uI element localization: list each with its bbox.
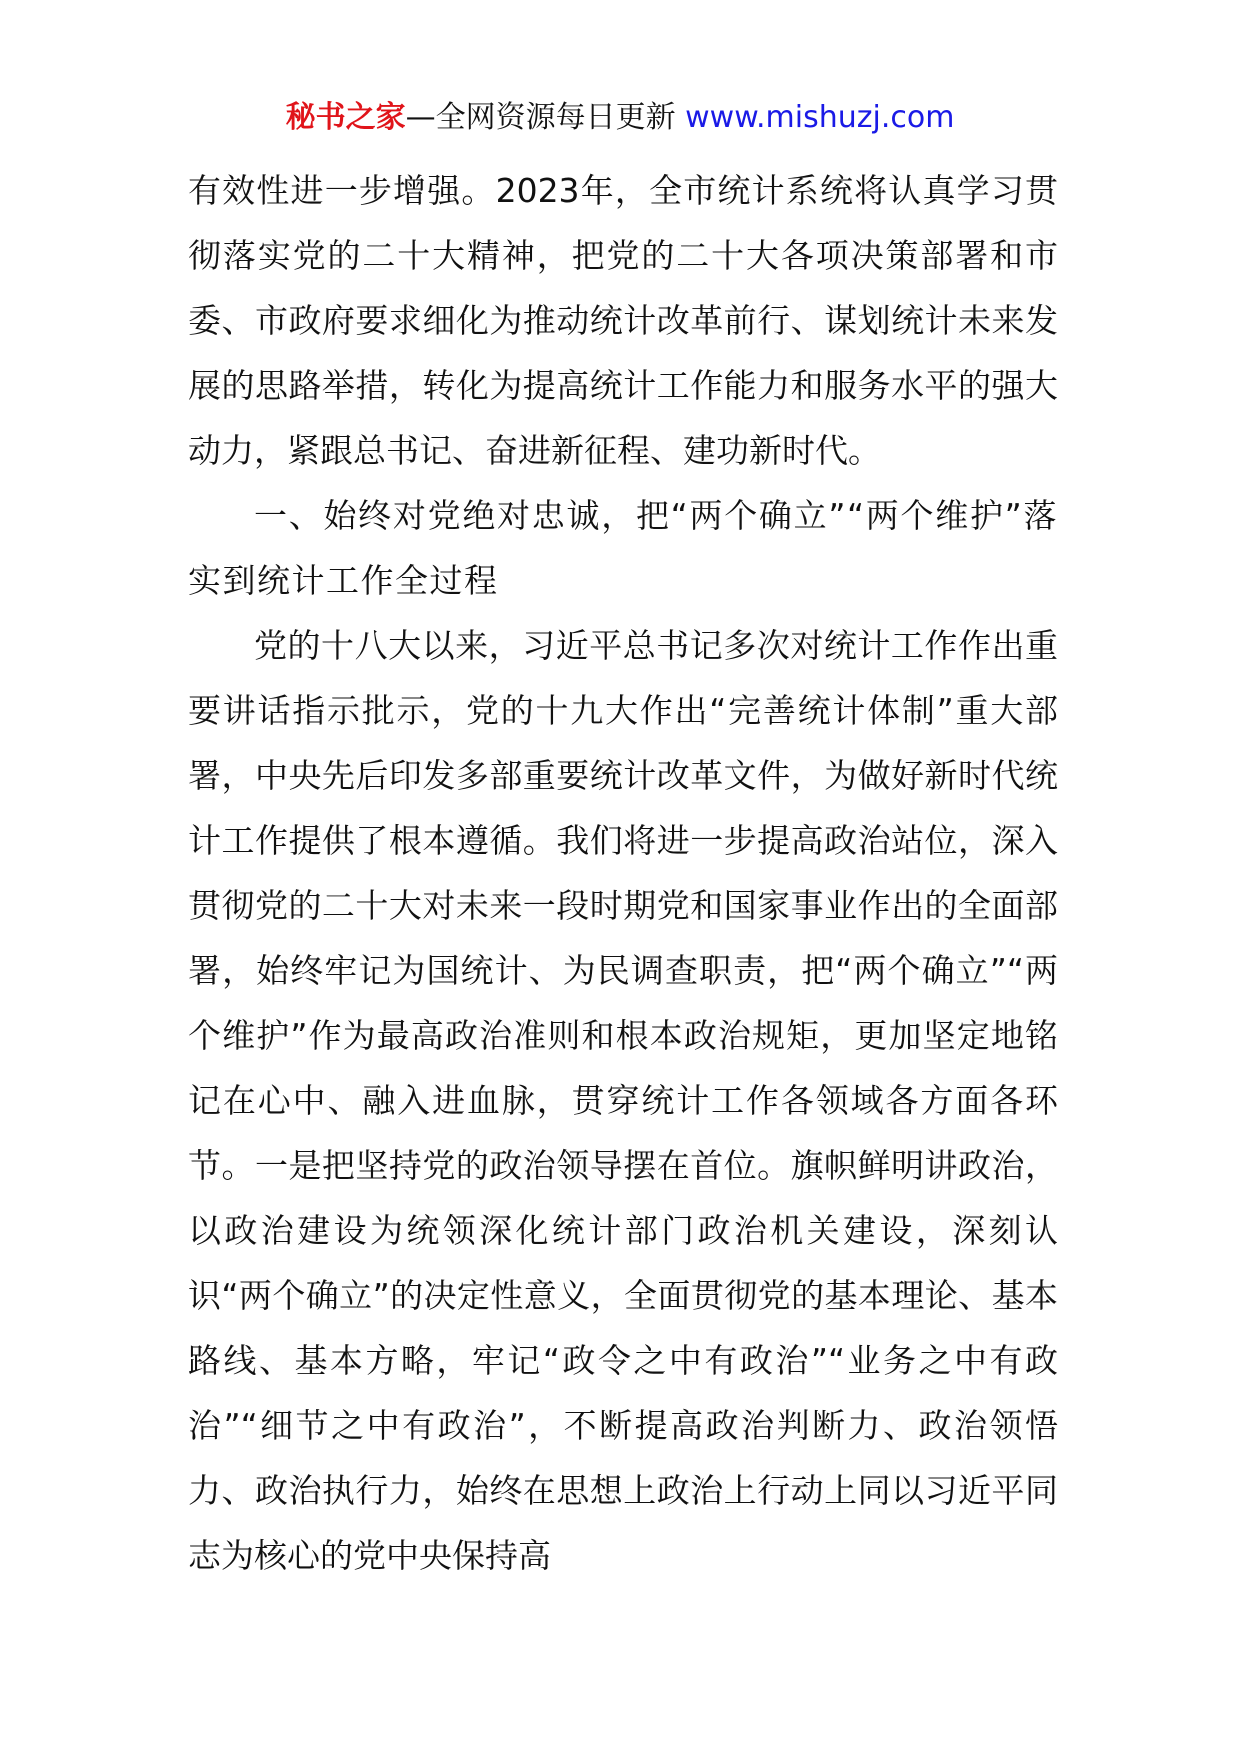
site-url-link[interactable]: www.mishuzj.com: [685, 100, 955, 135]
section-heading: 一、始终对党绝对忠诚，把“两个确立”“两个维护”落实到统计工作全过程: [188, 496, 1058, 600]
document-body: [188, 158, 1058, 1588]
site-header: [0, 98, 1240, 138]
paragraph-section-one: 党的十八大以来，习近平总书记多次对统计工作作出重要讲话指示批示，党的十九大作出“完善统计体制”重大部署，中央先后印发多部重要统计改革文件，为做好新时代统计工作提供了根本遵循。我们将进一步提高政治站位，深入贯彻党的二十大对未来一段时期党和国家事业作出的全面部署，始终牢记为国统计、为民调查职责，把“两个确立”“两个维护”作为最高政治准则和根本政治规矩，更加坚定地铭记在心中、融入进血脉，贯穿统计工作各领域各方面各环节。一是把坚持党的政治领导摆在首位。旗帜鲜明讲政治，以政治建设为统领深化统计部门政治机关建设，深刻认识“两个确立”的决定性意义，全面贯彻党的基本理论、基本路线、基本方略，牢记“政令之中有政治”“业务之中有政治”“细节之中有政治”，不断提高政治判断力、政治领悟力、政治执行力，始终在思想上政治上行动上同以习近平同志为核心的党中央保持高: [188, 626, 1058, 1575]
paragraph-intro: 有效性进一步增强。2023年，全市统计系统将认真学习贯彻落实党的二十大精神，把党的二十大各项决策部署和市委、市政府要求细化为推动统计改革前行、谋划统计未来发展的思路举措，转化为提高统计工作能力和服务水平的强大动力，紧跟总书记、奋进新征程、建功新时代。: [188, 171, 1058, 470]
brand-name: 秘书之家: [285, 100, 406, 135]
header-tagline: —全网资源每日更新: [405, 100, 676, 135]
